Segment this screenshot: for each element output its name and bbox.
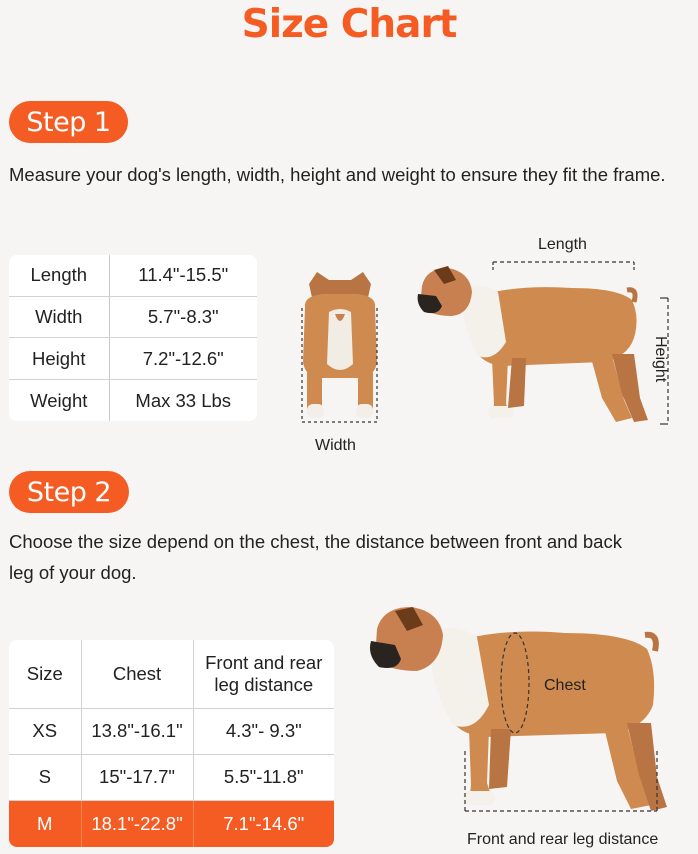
chest-cell: 15"-17.7" bbox=[81, 754, 193, 800]
size-cell: S bbox=[9, 754, 81, 800]
header-chest: Chest bbox=[81, 640, 193, 708]
row-label: Width bbox=[9, 296, 109, 338]
step-1-instructions: Measure your dog's length, width, height and weight to ensure they fit the frame. bbox=[9, 164, 666, 185]
row-value: Max 33 Lbs bbox=[135, 389, 232, 411]
table-row bbox=[9, 296, 257, 338]
leg-distance-label: Front and rear leg distance bbox=[467, 831, 659, 848]
leg-distance-cell: 7.1"-14.6" bbox=[193, 800, 334, 847]
step-2-instructions-line1: Choose the size depend on the chest, the distance between front and back bbox=[9, 531, 622, 552]
width-label: Width bbox=[315, 437, 356, 454]
table-row-highlighted bbox=[9, 800, 334, 847]
leg-distance-cell: 5.5"-11.8" bbox=[193, 754, 334, 800]
row-value: 7.2"-12.6" bbox=[109, 338, 257, 380]
table-header-row bbox=[9, 640, 334, 708]
dog-side-view-illustration bbox=[412, 258, 682, 433]
step-1-badge: Step 1 bbox=[9, 101, 128, 143]
step-2-instructions-line2: leg of your dog. bbox=[9, 562, 137, 583]
length-label: Length bbox=[538, 236, 587, 253]
page-title: Size Chart bbox=[241, 2, 457, 47]
header-leg-distance bbox=[193, 640, 334, 708]
size-cell: XS bbox=[9, 708, 81, 754]
row-label: Weight bbox=[9, 380, 109, 421]
row-value: 11.4"-15.5" bbox=[109, 255, 257, 296]
dimensions-table bbox=[9, 255, 257, 421]
row-label: Height bbox=[9, 338, 109, 380]
size-cell: M bbox=[9, 800, 81, 847]
chest-cell: 18.1"-22.8" bbox=[81, 800, 193, 847]
table-row bbox=[9, 380, 257, 421]
dog-chest-measure-illustration bbox=[365, 605, 695, 823]
height-label: Height bbox=[652, 336, 669, 383]
row-value: 5.7"-8.3" bbox=[109, 296, 257, 338]
header-leg-distance-line1: Front and rear bbox=[205, 651, 323, 673]
dog-rear-view-illustration bbox=[295, 272, 385, 432]
table-row bbox=[9, 708, 334, 754]
table-row bbox=[9, 338, 257, 380]
row-label: Length bbox=[9, 255, 109, 296]
header-leg-distance-line2: leg distance bbox=[214, 673, 314, 695]
leg-distance-cell: 4.3"- 9.3" bbox=[193, 708, 334, 754]
step-2-badge: Step 2 bbox=[9, 471, 129, 513]
chest-label: Chest bbox=[544, 677, 586, 694]
size-table bbox=[9, 640, 334, 847]
table-row bbox=[9, 255, 257, 296]
chest-cell: 13.8"-16.1" bbox=[81, 708, 193, 754]
header-size: Size bbox=[9, 640, 81, 708]
table-row bbox=[9, 754, 334, 800]
